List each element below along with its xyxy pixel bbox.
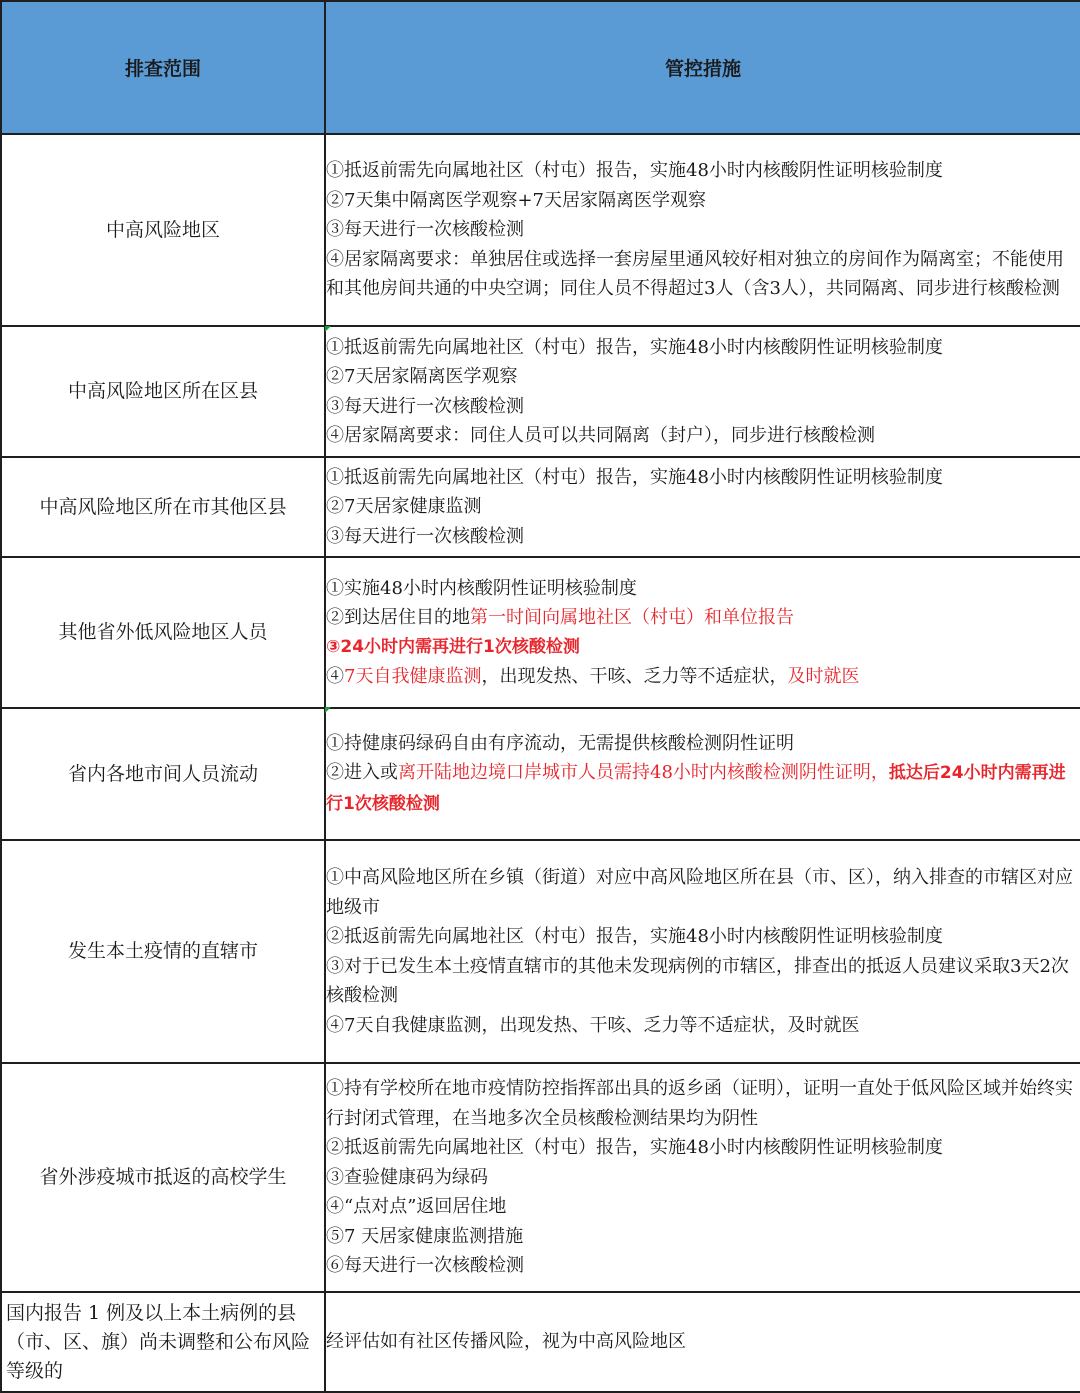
measure-item: ③每天进行一次核酸检测 [326, 395, 524, 417]
measure-item: ③查验健康码为绿码 [326, 1166, 488, 1188]
measures-cell [325, 1292, 1080, 1392]
measure-item: ①抵返前需先向属地社区（村屯）报告，实施48小时内核酸阴性证明核验制度 [326, 160, 943, 182]
measure-item: ③每天进行一次核酸检测 [326, 219, 524, 241]
table-row [1, 708, 1080, 840]
scope-cell: 国内报告 1 例及以上本土病例的县（市、区、旗）尚未调整和公布风险等级的 [1, 1292, 325, 1392]
measure-text: ②到达居住目的地 [326, 607, 470, 628]
measure-item: ②7天居家健康监测 [326, 496, 482, 518]
measure-item: 经评估如有社区传播风险，视为中高风险地区 [326, 1331, 686, 1353]
scope-cell: 发生本土疫情的直辖市 [1, 840, 325, 1063]
measures-cell [325, 840, 1080, 1063]
measures-cell [325, 708, 1080, 840]
scope-cell: 省内各地市间人员流动 [1, 708, 325, 840]
scope-cell: 中高风险地区所在市其他区县 [1, 457, 325, 557]
highlight-text-bold: 抵达后24小时内需再进行1次核酸检测 [326, 763, 1066, 814]
measure-text: ，出现发热、干咳、乏力等不适症状， [481, 666, 788, 687]
measure-text: ④ [326, 666, 344, 687]
table-row [1, 326, 1080, 457]
measure-item: ②7天集中隔离医学观察+7天居家隔离医学观察 [326, 189, 706, 211]
measure-item: ④7天自我健康监测，出现发热、干咳、乏力等不适症状，及时就医 [326, 1014, 860, 1036]
scope-cell: 省外涉疫城市抵返的高校学生 [1, 1063, 325, 1292]
highlight-text: 7天自我健康监测 [344, 666, 482, 687]
measures-cell [325, 557, 1080, 708]
scope-cell: 其他省外低风险地区人员 [1, 557, 325, 708]
header-measures: 管控措施 [325, 1, 1080, 134]
measure-item: ②7天居家隔离医学观察 [326, 366, 518, 387]
measure-item: ③对于已发生本土疫情直辖市的其他未发现病例的市辖区，排查出的抵返人员建议采取3天2次核酸检测 [326, 955, 1069, 1006]
measure-item: ①实施48小时内核酸阴性证明核验制度 [326, 577, 637, 599]
measure-item-highlight: ③24小时内需再进行1次核酸检测 [326, 636, 580, 657]
header-scope: 排查范围 [1, 1, 325, 134]
measure-item: ①中高风险地区所在乡镇（街道）对应中高风险地区所在县（市、区），纳入排查的市辖区对应地级市 [326, 867, 1073, 918]
table-header-row [1, 1, 1080, 134]
measures-cell [325, 457, 1080, 557]
measure-item: ①抵返前需先向属地社区（村屯）报告，实施48小时内核酸阴性证明核验制度 [326, 336, 943, 358]
measure-item [326, 662, 1080, 692]
measure-item: ⑥每天进行一次核酸检测 [326, 1255, 524, 1277]
measure-item [326, 603, 1080, 633]
scope-cell: 中高风险地区所在区县 [1, 326, 325, 457]
table-row [1, 457, 1080, 557]
measure-item: ①持有学校所在地市疫情防控指挥部出具的返乡函（证明），证明一直处于低风险区域并始终实行封闭式管理，在当地多次全员核酸检测结果均为阴性 [326, 1078, 1073, 1129]
measure-item: ③每天进行一次核酸检测 [326, 525, 524, 547]
measure-item: ⑤7 天居家健康监测措施 [326, 1225, 524, 1247]
measures-cell [325, 1063, 1080, 1292]
measures-cell [325, 326, 1080, 457]
scope-cell: 中高风险地区 [1, 134, 325, 326]
highlight-text: 及时就医 [787, 666, 860, 687]
measures-cell [325, 134, 1080, 326]
cell-comment-marker [325, 707, 331, 713]
measure-item: ④居家隔离要求：单独居住或选择一套房屋里通风较好相对独立的房间作为隔离室；不能使用和其他房间共通的中央空调；同住人员不得超过3人（含3人），共同隔离、同步进行核酸检测 [326, 248, 1064, 300]
table-row [1, 557, 1080, 708]
highlight-text: 第一时间向属地社区（村屯）和单位报告 [470, 607, 794, 628]
table-row [1, 1292, 1080, 1392]
measure-item: ②抵返前需先向属地社区（村屯）报告，实施48小时内核酸阴性证明核验制度 [326, 926, 943, 947]
measure-item: ④居家隔离要求：同住人员可以共同隔离（封户），同步进行核酸检测 [326, 425, 875, 446]
highlight-text: 离开陆地边境口岸城市人员需持48小时内核酸检测阴性证明， [398, 762, 889, 784]
measure-item: ④“点对点”返回居住地 [326, 1196, 507, 1218]
table-row [1, 134, 1080, 326]
table-row [1, 1063, 1080, 1292]
measure-item: ②抵返前需先向属地社区（村屯）报告，实施48小时内核酸阴性证明核验制度 [326, 1137, 943, 1159]
table-row [1, 840, 1080, 1063]
measure-item [326, 758, 1080, 819]
measure-text: ②进入或 [326, 762, 398, 784]
measure-item: ①抵返前需先向属地社区（村屯）报告，实施48小时内核酸阴性证明核验制度 [326, 466, 943, 488]
measure-item: ①持健康码绿码自由有序流动，无需提供核酸检测阴性证明 [326, 732, 794, 754]
cell-comment-marker [325, 326, 331, 332]
